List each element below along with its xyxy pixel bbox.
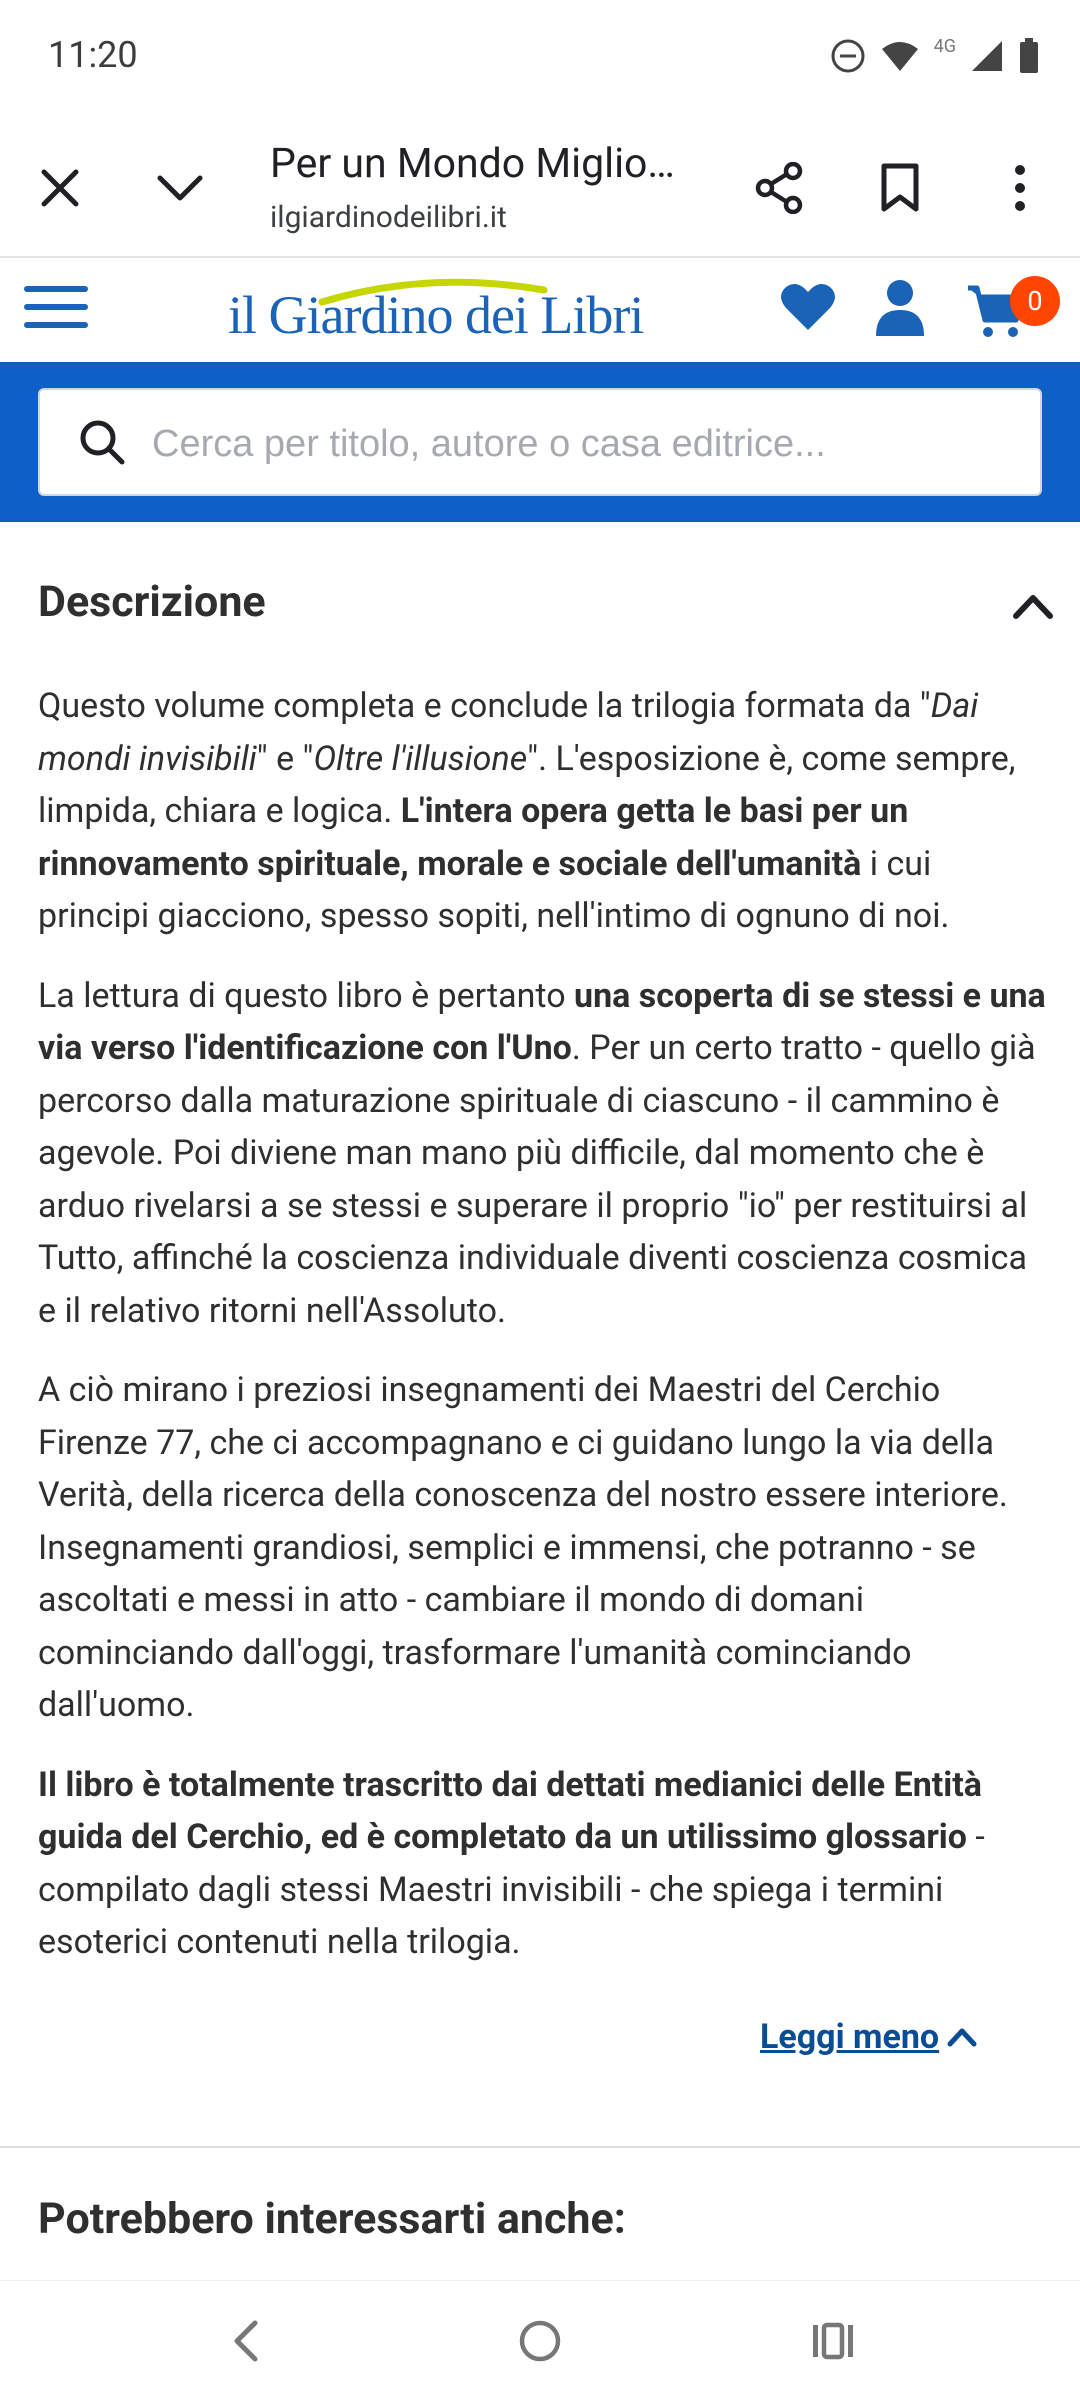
status-bar: [0, 0, 1080, 118]
section-divider: [0, 2146, 1080, 2148]
search-icon: [78, 418, 128, 468]
description-paragraph-1: Questo volume completa e conclude la trilogia formata da "Dai mondi invisibili" e "Oltre l'illusione". L'esposizione è, come sempre, limpida, chiara e logica. L'intera opera getta le basi per un rinnovamento spirituale, morale e sociale dell'umanità i cui principi giacciono, spesso sopiti, nell'intimo di ognuno di noi.: [38, 686, 1016, 936]
logo-text: il Giardino dei Libri: [228, 285, 644, 345]
page-url[interactable]: ilgiardinodeilibri.it: [270, 200, 507, 235]
description-paragraph-4: Il libro è totalmente trascritto dai dettati medianici delle Entità guida del Cerchio, ed è completato da un utilissimo glossario - compilato dagli stessi Maestri invisibili - che spiega i termini esoterici contenuti nella trilogia.: [38, 1764, 985, 1962]
wishlist-button[interactable]: [780, 282, 836, 338]
home-button[interactable]: [500, 2311, 580, 2371]
close-tab-button[interactable]: [28, 156, 92, 220]
more-options-button[interactable]: [988, 156, 1052, 220]
cart-count-badge: 0: [1010, 276, 1060, 326]
heart-icon: [780, 282, 836, 332]
bookmark-button[interactable]: [868, 156, 932, 220]
menu-button[interactable]: [24, 280, 90, 336]
cart-button[interactable]: [966, 272, 1074, 352]
recents-button[interactable]: [793, 2311, 873, 2371]
network-type: 4G: [933, 35, 956, 57]
page-title: Per un Mondo Miglio…: [270, 140, 675, 188]
read-less-label: Leggi meno: [760, 2017, 940, 2057]
chevron-up-icon: [1012, 592, 1054, 620]
bookmark-icon: [880, 163, 920, 213]
search-band: [0, 362, 1080, 522]
wifi-icon: [880, 39, 920, 73]
close-icon: [40, 168, 80, 208]
hamburger-icon: [24, 280, 90, 336]
account-button[interactable]: [874, 278, 926, 338]
search-box[interactable]: [38, 388, 1042, 496]
user-icon: [874, 278, 926, 338]
description-collapse-button[interactable]: [1008, 584, 1058, 628]
description-heading: Descrizione: [38, 577, 266, 627]
read-less-link[interactable]: [760, 2017, 977, 2057]
site-header: [0, 258, 1080, 362]
back-button[interactable]: [205, 2311, 285, 2371]
page-content: [0, 522, 1080, 2280]
status-time: 11:20: [48, 34, 138, 76]
chevron-up-icon: [947, 2026, 977, 2048]
description-paragraph-2: La lettura di questo libro è pertanto una scoperta di se stessi e una via verso l'identificazione con l'Uno. Per un certo tratto - quello già percorso dalla maturazione spirituale di ciascuno - il cammino è agevole. Poi diviene man mano più difficile, dal momento che è arduo rivelarsi a se stessi e superare il proprio "io" per restituirsi al Tutto, affinché la coscienza individuale diventi coscienza cosmica e il relativo ritorni nell'Assoluto.: [38, 975, 1046, 1331]
home-icon: [518, 2319, 562, 2363]
related-heading: Potrebbero interessarti anche:: [38, 2194, 626, 2244]
description-paragraph-3: A ciò mirano i preziosi insegnamenti dei Maestri del Cerchio Firenze 77, che ci accompagnano e ci guidano lungo la via della Verità, della ricerca della conoscenza del nostro essere interiore. Insegnamenti grandiosi, semplici e immensi, che potranno - se ascoltati e messi in atto - cambiare il mondo di domani cominciando dall'oggi, trasformare l'umanità cominciando dall'uomo.: [38, 1370, 1008, 1725]
browser-toolbar: [0, 118, 1080, 258]
do-not-disturb-icon: [830, 38, 866, 74]
recents-icon: [810, 2321, 856, 2361]
more-vert-icon: [1012, 164, 1028, 212]
system-nav-bar: [0, 2280, 1080, 2401]
minimize-button[interactable]: [148, 156, 212, 220]
status-icons: [830, 36, 1040, 76]
description-body: [38, 680, 1048, 1996]
chevron-down-icon: [156, 173, 204, 203]
share-icon: [755, 162, 805, 214]
signal-icon: [970, 39, 1004, 73]
back-icon: [231, 2319, 259, 2363]
share-button[interactable]: [748, 156, 812, 220]
search-input[interactable]: [150, 408, 1014, 480]
battery-icon: [1018, 38, 1040, 74]
